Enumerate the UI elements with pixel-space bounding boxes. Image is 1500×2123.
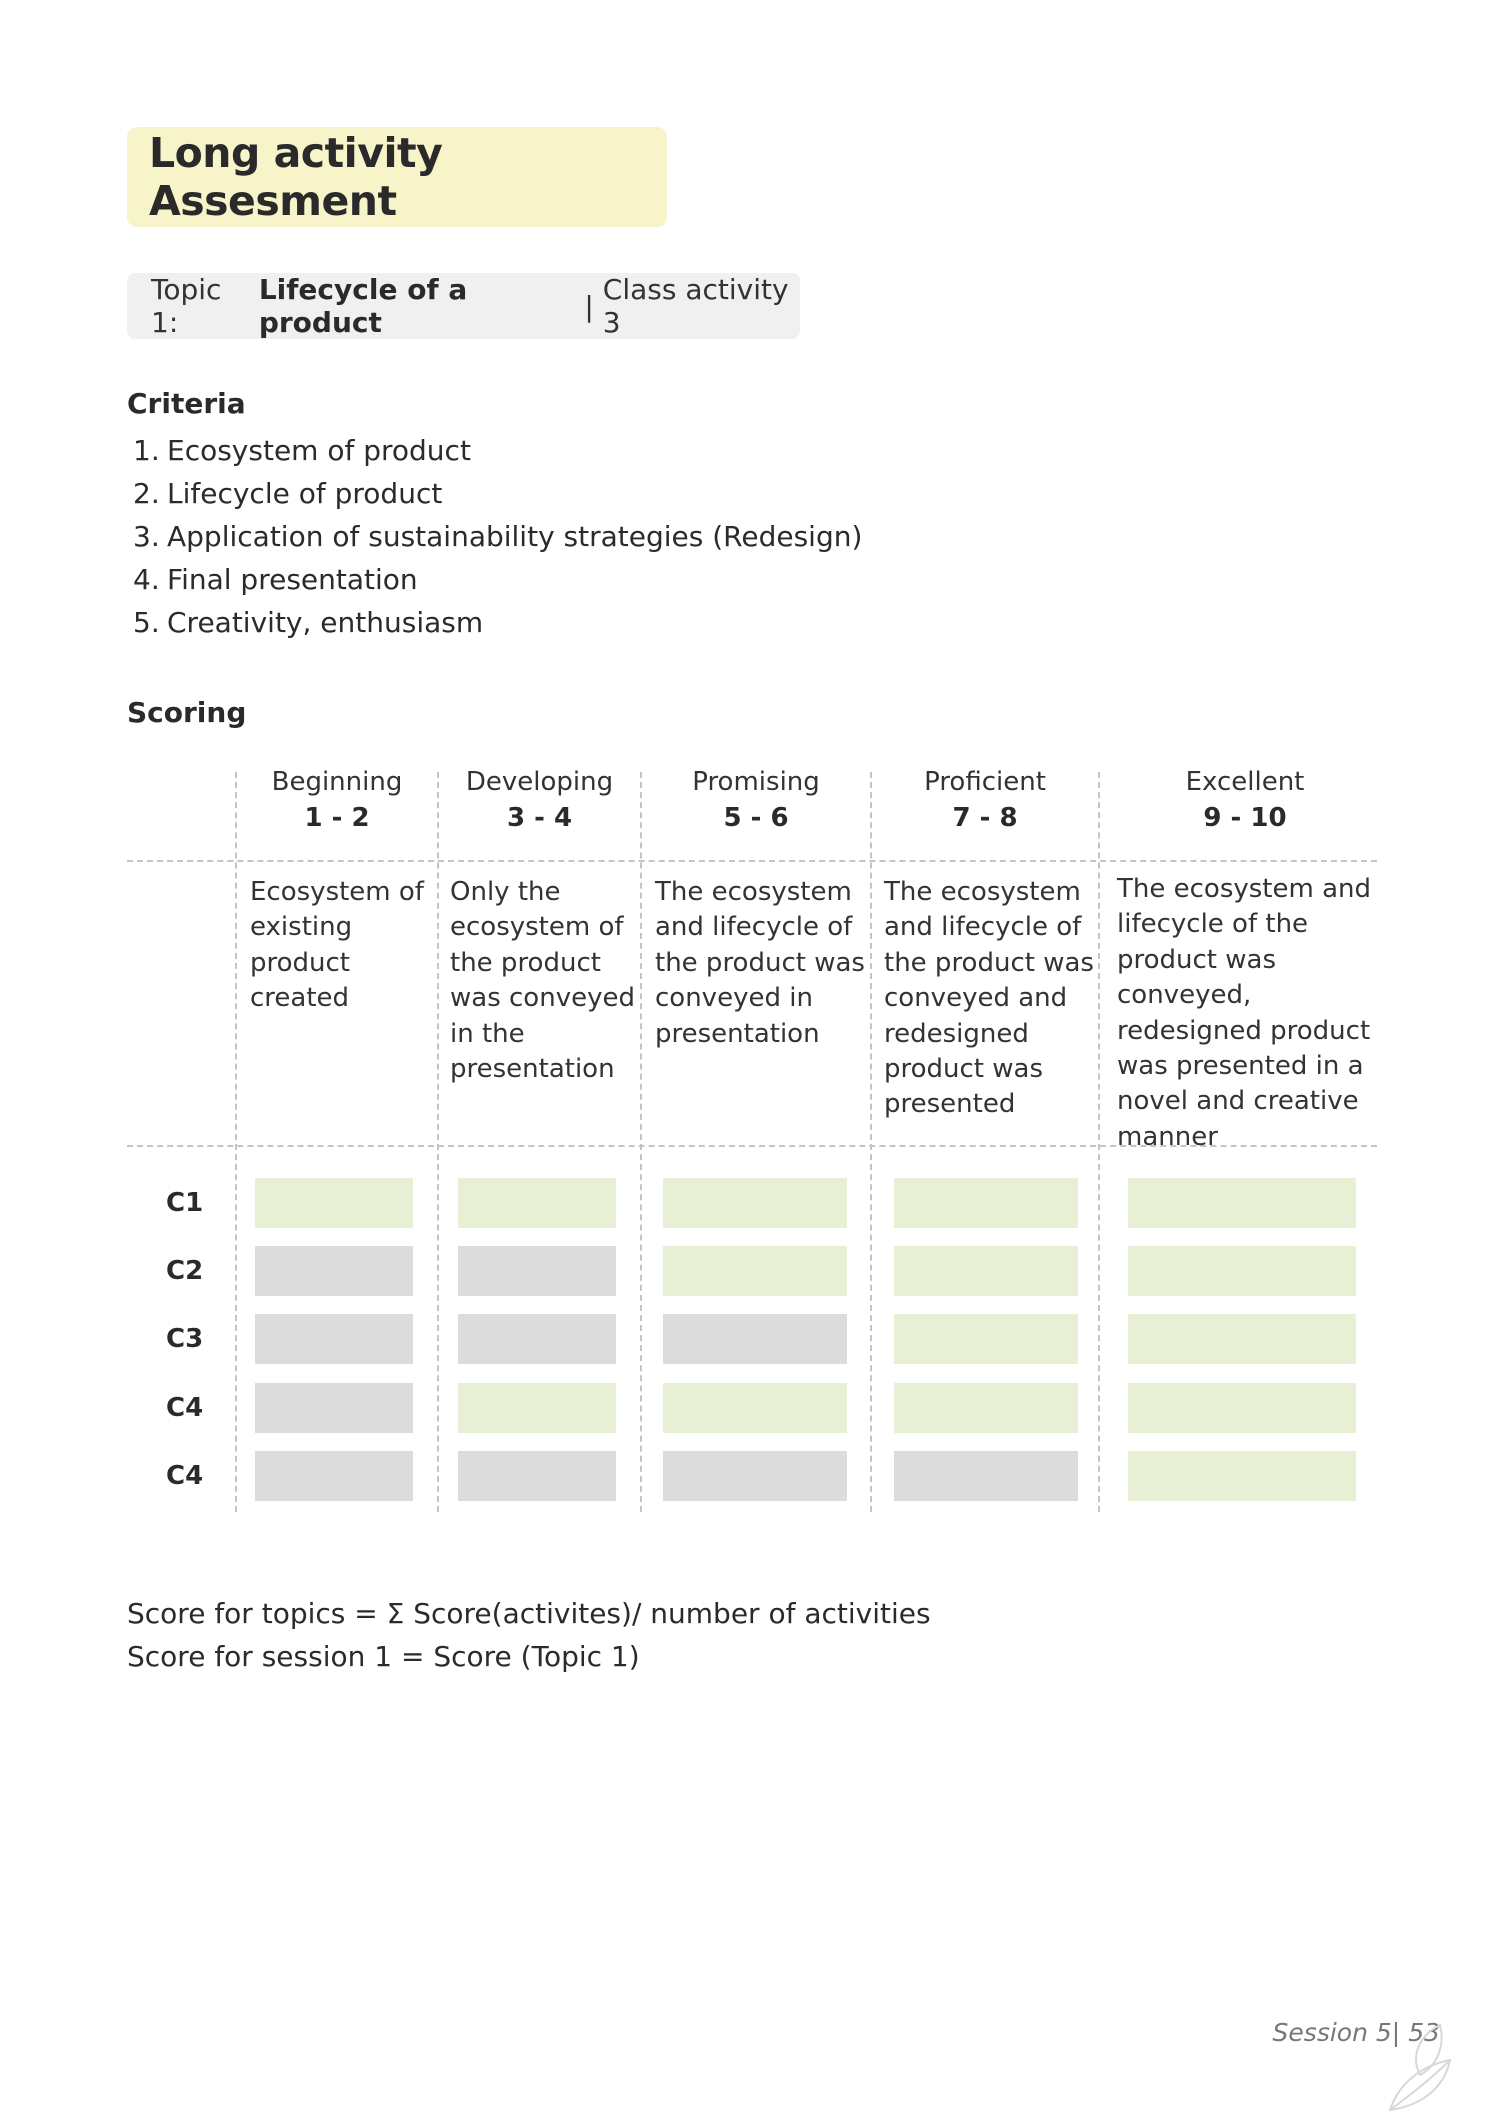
score-cell-active (1128, 1246, 1356, 1296)
page-number: 53 (1408, 2018, 1440, 2047)
footer-separator: | (1391, 2018, 1401, 2047)
score-cell-active (663, 1246, 847, 1296)
level-description: Ecosystem of existing product created (250, 877, 424, 1014)
criteria-item: 5. Creativity, enthusiasm (133, 606, 484, 639)
level-header-proficient: Proficient 7 - 8 (924, 767, 1046, 833)
topic-name: Lifecycle of a product (258, 273, 468, 339)
score-cell-active (1128, 1383, 1356, 1433)
criterion-row-label: C4 (166, 1393, 204, 1423)
score-cell-active (1128, 1314, 1356, 1364)
criteria-list (133, 429, 862, 644)
score-cell-inactive (255, 1246, 413, 1296)
score-cell-active (663, 1178, 847, 1228)
topic-banner (127, 273, 800, 339)
score-cell-active (255, 1178, 413, 1228)
level-header-excellent: Excellent 9 - 10 (1185, 767, 1305, 833)
scoring-heading: Scoring (127, 696, 247, 729)
criterion-row-label: C4 (166, 1461, 204, 1491)
criterion-row-label: C1 (166, 1188, 204, 1218)
grid-line (127, 860, 1377, 862)
topic-prefix: Topic 1: (151, 273, 222, 339)
level-description: Only the ecosystem of the product was conveyed in the presentation (450, 877, 635, 1085)
score-cell-inactive (255, 1451, 413, 1501)
footer-session: Session 5 (1272, 2018, 1392, 2047)
leaf-icon (1380, 2020, 1460, 2120)
level-header-developing: Developing 3 - 4 (465, 767, 614, 833)
formula-topics: Score for topics = Σ Score(activites)/ number of activities (127, 1597, 931, 1630)
criteria-item: 1. Ecosystem of product (133, 434, 471, 467)
level-description: The ecosystem and lifecycle of the product was conveyed and redesigned product was presented (884, 877, 1094, 1120)
criteria-item: 4. Final presentation (133, 563, 418, 596)
level-header-promising: Promising 5 - 6 (692, 767, 820, 833)
score-cell-inactive (458, 1246, 616, 1296)
score-cell-active (894, 1178, 1078, 1228)
level-description: The ecosystem and lifecycle of the product was conveyed, redesigned product was presented in a novel and creative manner (1117, 874, 1371, 1152)
score-cell-inactive (255, 1314, 413, 1364)
grid-line (1098, 772, 1100, 1512)
title-box (127, 127, 667, 227)
topic-separator: | (584, 289, 594, 323)
score-cell-inactive (894, 1451, 1078, 1501)
score-cell-inactive (458, 1314, 616, 1364)
score-cell-active (894, 1383, 1078, 1433)
criteria-item: 3. Application of sustainability strategies (Redesign) (133, 520, 863, 553)
score-cell-active (894, 1314, 1078, 1364)
score-formulas (127, 1592, 931, 1678)
criterion-row-label: C3 (166, 1324, 204, 1354)
score-cell-active (458, 1383, 616, 1433)
score-cell-inactive (663, 1314, 847, 1364)
grid-line (235, 772, 237, 1512)
formula-session: Score for session 1 = Score (Topic 1) (127, 1640, 640, 1673)
score-cell-active (458, 1178, 616, 1228)
page-title: Long activity Assesment (149, 129, 443, 225)
score-cell-inactive (458, 1451, 616, 1501)
level-header-beginning: Beginning 1 - 2 (271, 767, 403, 833)
score-cell-inactive (663, 1451, 847, 1501)
grid-line (870, 772, 872, 1512)
criteria-heading: Criteria (127, 387, 246, 420)
score-cell-active (1128, 1451, 1356, 1501)
grid-line (640, 772, 642, 1512)
grid-line (437, 772, 439, 1512)
score-cell-inactive (255, 1383, 413, 1433)
topic-activity: Class activity 3 (602, 273, 789, 339)
level-description: The ecosystem and lifecycle of the product was conveyed in presentation (655, 877, 865, 1049)
score-cell-active (663, 1383, 847, 1433)
criterion-row-label: C2 (166, 1256, 204, 1286)
score-cell-active (894, 1246, 1078, 1296)
score-cell-active (1128, 1178, 1356, 1228)
criteria-item: 2. Lifecycle of product (133, 477, 443, 510)
